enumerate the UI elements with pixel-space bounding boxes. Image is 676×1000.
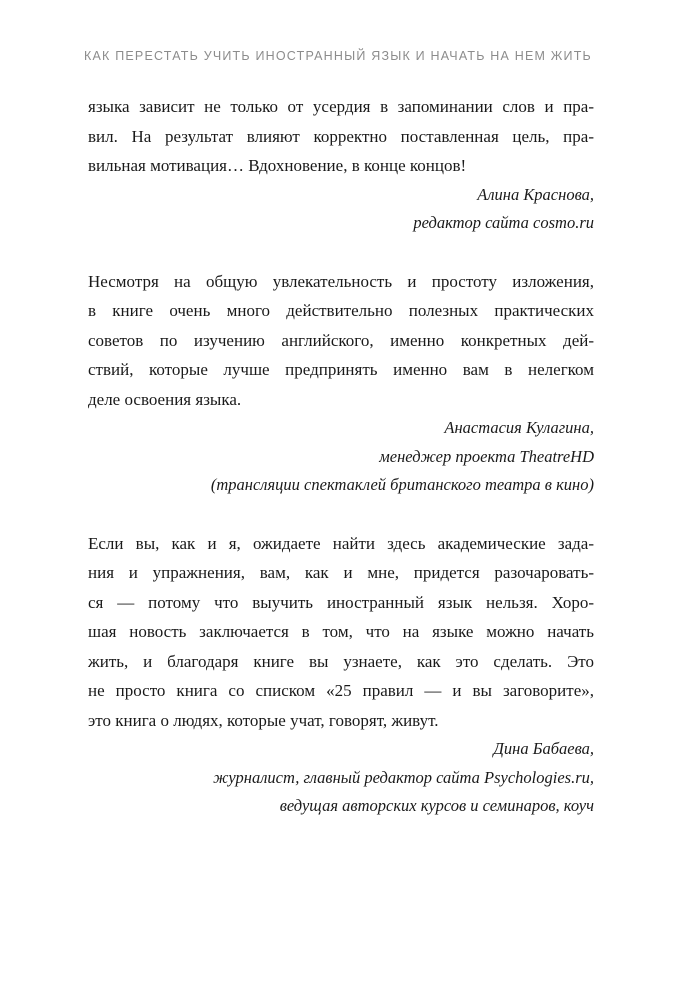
- author-role: ведущая авторских курсов и семинаров, коуч: [279, 796, 594, 815]
- testimonial-1: [88, 92, 594, 238]
- page-content: [88, 92, 594, 821]
- author-name: Дина Бабаева,: [493, 739, 594, 758]
- testimonial-3: [88, 529, 594, 821]
- quote-line: ствий, которые лучше предпринять именно вам в нелегком: [88, 360, 594, 379]
- author-role: менеджер проекта TheatreHD: [379, 446, 594, 466]
- quote-line: деле освоения языка.: [88, 389, 242, 409]
- quote-line: жить, и благодаря книге вы узнаете, как это сделать. Это: [88, 651, 594, 671]
- quote-line: в книге очень много действительно полезных практических: [88, 301, 594, 320]
- quote-line: языка зависит не только от усердия в запоминании слов и пра-: [88, 97, 594, 116]
- quote-line: шая новость заключается в том, что на языке можно начать: [88, 622, 594, 641]
- quote-line: вил. На результат влияют корректно поставленная цель, пра-: [88, 126, 594, 146]
- author-name: Анастасия Кулагина,: [444, 418, 594, 437]
- quote-line: Несмотря на общую увлекательность и простоту изложения,: [88, 271, 594, 291]
- quote-line: ния и упражнения, вам, как и мне, придется разочаровать-: [88, 563, 594, 582]
- quote-line: вильная мотивация… Вдохновение, в конце концов!: [88, 156, 467, 175]
- author-role: журналист, главный редактор сайта Psychologies.ru,: [213, 767, 594, 787]
- author-name: Алина Краснова,: [477, 184, 594, 204]
- quote-line: советов по изучению английского, именно конкретных дей-: [88, 330, 594, 350]
- running-head: КАК ПЕРЕСТАТЬ УЧИТЬ ИНОСТРАННЫЙ ЯЗЫК И НАЧАТЬ НА НЕМ ЖИТЬ: [84, 49, 592, 63]
- quote-line: Если вы, как и я, ожидаете найти здесь академические зада-: [88, 533, 594, 553]
- author-role: (трансляции спектаклей британского театра в кино): [210, 475, 594, 494]
- quote-line: не просто книга со списком «25 правил — и вы заговорите»,: [88, 681, 594, 700]
- author-role: редактор сайта cosmo.ru: [413, 213, 594, 232]
- quote-line: это книга о людях, которые учат, говорят, живут.: [88, 710, 439, 730]
- quote-line: ся — потому что выучить иностранный язык нельзя. Хоро-: [88, 592, 594, 612]
- testimonial-2: [88, 267, 594, 500]
